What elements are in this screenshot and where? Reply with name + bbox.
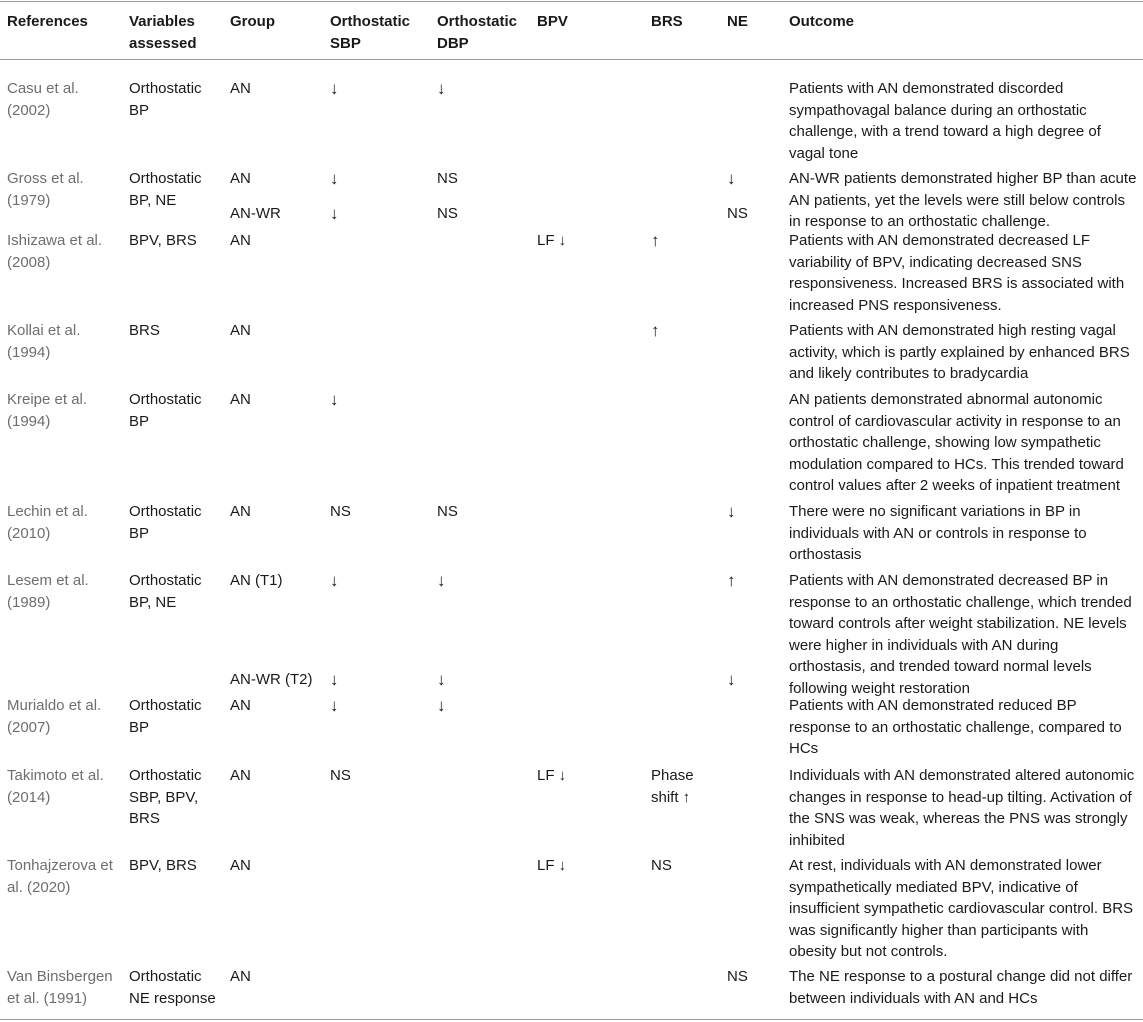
row-variables: BPV, BRS <box>129 857 197 874</box>
row-ne: NS <box>727 205 748 222</box>
header-orthostatic-dbp: Orthostatic DBP <box>437 13 518 52</box>
row-variables: Orthostatic BP <box>129 503 202 542</box>
row-bpv: LF ↓ <box>537 232 567 249</box>
row-brs: ↑ <box>651 321 660 340</box>
header-bpv: BPV <box>537 13 568 30</box>
row-group: AN <box>230 767 251 784</box>
row-group: AN-WR (T2) <box>230 671 313 688</box>
row-outcome: AN patients demonstrated abnormal autonomic control of cardiovascular activity in response to an orthostatic challenge, showing low sympathetic modulation compared to HCs. This trended toward control values after 2 weeks of inpatient treatment <box>789 391 1124 494</box>
row-reference: Kreipe et al. (1994) <box>7 391 88 430</box>
table-bottom-rule <box>0 1019 1143 1020</box>
row-variables: Orthostatic BP, NE <box>129 170 202 209</box>
row-variables: Orthostatic NE response <box>129 968 216 1007</box>
row-reference: Gross et al. (1979) <box>7 170 84 209</box>
row-outcome: Patients with AN demonstrated decreased LF variability of BPV, indicating decreased SNS responsiveness. Increased BRS is associated with increased PNS responsiveness. <box>789 232 1125 314</box>
header-variables-assessed: Variables assessed <box>129 13 197 52</box>
row-variables: Orthostatic BP <box>129 80 202 119</box>
row-variables: BRS <box>129 322 160 339</box>
row-outcome: Patients with AN demonstrated reduced BP response to an orthostatic challenge, compared to HCs <box>789 697 1122 757</box>
row-reference: Tonhajzerova et al. (2020) <box>7 857 113 896</box>
row-dbp: ↓ <box>437 670 446 689</box>
row-outcome: Patients with AN demonstrated decreased BP in response to an orthostatic challenge, which trended toward controls after weight stabilization. NE levels were higher in individuals with AN during orthostasis, and trended toward normal levels following weight restoration <box>789 572 1132 697</box>
row-ne: ↓ <box>727 502 736 521</box>
row-variables: Orthostatic BP, NE <box>129 572 202 611</box>
row-group: AN-WR <box>230 205 281 222</box>
row-reference: Murialdo et al. (2007) <box>7 697 102 736</box>
row-group: AN <box>230 857 251 874</box>
row-group: AN <box>230 80 251 97</box>
row-reference: Kollai et al. (1994) <box>7 322 81 361</box>
row-sbp: NS <box>330 503 351 520</box>
row-dbp: ↓ <box>437 571 446 590</box>
header-ne: NE <box>727 13 748 30</box>
row-bpv: LF ↓ <box>537 857 567 874</box>
row-ne: ↑ <box>727 571 736 590</box>
row-bpv: LF ↓ <box>537 767 567 784</box>
row-brs: ↑ <box>651 231 660 250</box>
row-sbp: ↓ <box>330 79 339 98</box>
row-variables: Orthostatic SBP, BPV, BRS <box>129 767 202 827</box>
row-group: AN <box>230 968 251 985</box>
row-sbp: NS <box>330 767 351 784</box>
row-dbp: ↓ <box>437 79 446 98</box>
header-orthostatic-sbp: Orthostatic SBP <box>330 13 411 52</box>
row-group: AN <box>230 503 251 520</box>
row-sbp: ↓ <box>330 204 339 223</box>
row-group: AN <box>230 232 251 249</box>
table-header-rule <box>0 59 1143 60</box>
row-dbp: NS <box>437 170 458 187</box>
table-top-rule <box>0 1 1143 2</box>
row-reference: Takimoto et al. (2014) <box>7 767 104 806</box>
header-outcome: Outcome <box>789 13 855 30</box>
row-outcome: The NE response to a postural change did not differ between individuals with AN and HCs <box>789 968 1133 1007</box>
row-group: AN <box>230 391 251 408</box>
row-sbp: ↓ <box>330 670 339 689</box>
row-variables: Orthostatic BP <box>129 391 202 430</box>
row-sbp: ↓ <box>330 696 339 715</box>
row-ne: NS <box>727 968 748 985</box>
row-group: AN <box>230 170 251 187</box>
row-ne: ↓ <box>727 169 736 188</box>
header-references: References <box>7 13 88 30</box>
row-outcome: At rest, individuals with AN demonstrated lower sympathetically mediated BPV, indicative of insufficient sympathetic cardiovascular control. BRS was significantly higher than participants with obesity but not controls. <box>789 857 1134 960</box>
row-ne: ↓ <box>727 670 736 689</box>
header-brs: BRS <box>651 13 683 30</box>
row-reference: Ishizawa et al. (2008) <box>7 232 103 271</box>
header-group: Group <box>230 13 275 30</box>
row-outcome: Patients with AN demonstrated discorded sympathovagal balance during an orthostatic challenge, with a trend toward a high degree of vagal tone <box>789 80 1101 162</box>
row-outcome: Individuals with AN demonstrated altered autonomic changes in response to head-up tilting. Activation of the SNS was weak, whereas the PNS was strongly inhibited <box>789 767 1135 849</box>
row-sbp: ↓ <box>330 571 339 590</box>
row-brs: NS <box>651 857 672 874</box>
row-reference: Lesem et al. (1989) <box>7 572 89 611</box>
row-reference: Van Binsbergen et al. (1991) <box>7 968 113 1007</box>
row-variables: BPV, BRS <box>129 232 197 249</box>
row-reference: Casu et al. (2002) <box>7 80 79 119</box>
row-group: AN (T1) <box>230 572 283 589</box>
row-dbp: NS <box>437 205 458 222</box>
row-brs: Phase shift ↑ <box>651 767 694 806</box>
row-reference: Lechin et al. (2010) <box>7 503 88 542</box>
row-variables: Orthostatic BP <box>129 697 202 736</box>
row-group: AN <box>230 322 251 339</box>
row-sbp: ↓ <box>330 169 339 188</box>
row-group: AN <box>230 697 251 714</box>
row-dbp: ↓ <box>437 696 446 715</box>
row-outcome: AN-WR patients demonstrated higher BP than acute AN patients, yet the levels were still below controls in response to an orthostatic challenge. <box>789 170 1137 230</box>
row-outcome: Patients with AN demonstrated high resting vagal activity, which is partly explained by enhanced BRS and likely contributes to bradycardia <box>789 322 1130 382</box>
row-outcome: There were no significant variations in BP in individuals with AN or controls in response to orthostasis <box>789 503 1087 563</box>
row-dbp: NS <box>437 503 458 520</box>
row-sbp: ↓ <box>330 390 339 409</box>
